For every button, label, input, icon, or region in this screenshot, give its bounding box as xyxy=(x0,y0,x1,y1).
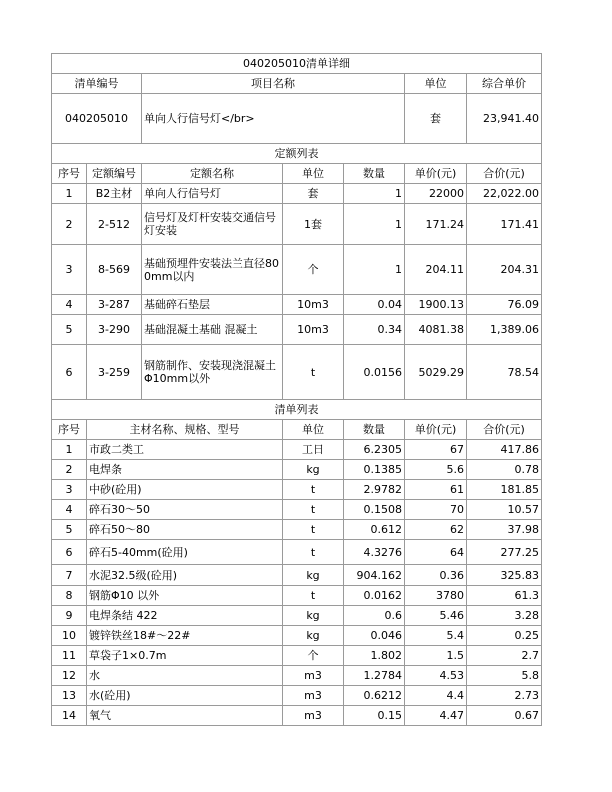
list-item-code: 040205010 xyxy=(52,94,142,144)
quota-seq: 6 xyxy=(52,345,87,400)
quota-qty: 0.04 xyxy=(344,295,405,315)
list-header-unit: 单位 xyxy=(405,74,467,94)
quota-price: 1900.13 xyxy=(405,295,467,315)
material-total: 2.73 xyxy=(467,686,542,706)
quota-name: 基础碎石垫层 xyxy=(142,295,283,315)
quota-name: 基础预埋件安装法兰直径800mm以内 xyxy=(142,245,283,295)
material-price: 5.6 xyxy=(405,460,467,480)
quota-name: 信号灯及灯杆安装交通信号灯安装 xyxy=(142,204,283,245)
quota-seq: 1 xyxy=(52,184,87,204)
material-row xyxy=(52,500,542,520)
material-total: 2.7 xyxy=(467,646,542,666)
material-header-row xyxy=(52,420,542,440)
material-name: 水泥32.5级(砼用) xyxy=(87,565,283,586)
material-price: 4.53 xyxy=(405,666,467,686)
material-section-title: 清单列表 xyxy=(52,400,542,420)
quota-code: 8-569 xyxy=(87,245,142,295)
quota-header-unit: 单位 xyxy=(283,164,344,184)
list-header-row xyxy=(52,74,542,94)
quota-unit: 10m3 xyxy=(283,295,344,315)
material-seq: 13 xyxy=(52,686,87,706)
material-header-price: 单价(元) xyxy=(405,420,467,440)
material-qty: 4.3276 xyxy=(344,540,405,565)
quota-qty: 0.34 xyxy=(344,315,405,345)
quota-header-code: 定额编号 xyxy=(87,164,142,184)
material-seq: 10 xyxy=(52,626,87,646)
material-qty: 0.6 xyxy=(344,606,405,626)
material-qty: 0.1508 xyxy=(344,500,405,520)
material-price: 0.36 xyxy=(405,565,467,586)
quota-code: 3-290 xyxy=(87,315,142,345)
quota-seq: 4 xyxy=(52,295,87,315)
quota-code: 3-287 xyxy=(87,295,142,315)
material-total: 5.8 xyxy=(467,666,542,686)
material-unit: t xyxy=(283,586,344,606)
material-price: 64 xyxy=(405,540,467,565)
material-seq: 11 xyxy=(52,646,87,666)
title-row xyxy=(52,54,542,74)
quota-unit: 10m3 xyxy=(283,315,344,345)
quota-price: 22000 xyxy=(405,184,467,204)
material-name: 镀锌铁丝18#～22# xyxy=(87,626,283,646)
quota-row xyxy=(52,204,542,245)
material-qty: 0.6212 xyxy=(344,686,405,706)
list-item-row xyxy=(52,94,542,144)
material-price: 70 xyxy=(405,500,467,520)
material-price: 4.47 xyxy=(405,706,467,726)
quota-seq: 2 xyxy=(52,204,87,245)
quota-row xyxy=(52,295,542,315)
material-unit: kg xyxy=(283,606,344,626)
material-header-qty: 数量 xyxy=(344,420,405,440)
material-seq: 5 xyxy=(52,520,87,540)
material-price: 3780 xyxy=(405,586,467,606)
material-unit: kg xyxy=(283,460,344,480)
material-header-unit: 单位 xyxy=(283,420,344,440)
material-seq: 14 xyxy=(52,706,87,726)
material-name: 电焊条结 422 xyxy=(87,606,283,626)
material-price: 5.4 xyxy=(405,626,467,646)
quota-unit: 套 xyxy=(283,184,344,204)
material-unit: t xyxy=(283,520,344,540)
quota-unit: 个 xyxy=(283,245,344,295)
quota-seq: 5 xyxy=(52,315,87,345)
quota-header-row xyxy=(52,164,542,184)
material-row xyxy=(52,520,542,540)
list-item-price: 23,941.40 xyxy=(467,94,542,144)
material-unit: 工日 xyxy=(283,440,344,460)
material-qty: 0.612 xyxy=(344,520,405,540)
list-item-name: 单向人行信号灯</br> xyxy=(142,94,405,144)
material-name: 碎石5-40mm(砼用) xyxy=(87,540,283,565)
material-seq: 2 xyxy=(52,460,87,480)
material-row xyxy=(52,686,542,706)
quota-price: 4081.38 xyxy=(405,315,467,345)
quota-total: 22,022.00 xyxy=(467,184,542,204)
material-seq: 6 xyxy=(52,540,87,565)
quota-total: 171.41 xyxy=(467,204,542,245)
material-name: 钢筋Φ10 以外 xyxy=(87,586,283,606)
material-total: 417.86 xyxy=(467,440,542,460)
material-qty: 904.162 xyxy=(344,565,405,586)
material-total: 61.3 xyxy=(467,586,542,606)
material-price: 61 xyxy=(405,480,467,500)
material-seq: 1 xyxy=(52,440,87,460)
material-section-row xyxy=(52,400,542,420)
quota-section-row xyxy=(52,144,542,164)
material-total: 325.83 xyxy=(467,565,542,586)
quota-section-title: 定额列表 xyxy=(52,144,542,164)
material-name: 水 xyxy=(87,666,283,686)
material-qty: 6.2305 xyxy=(344,440,405,460)
material-row xyxy=(52,666,542,686)
quota-code: B2主材 xyxy=(87,184,142,204)
list-item-unit: 套 xyxy=(405,94,467,144)
material-name: 市政二类工 xyxy=(87,440,283,460)
quota-qty: 1 xyxy=(344,184,405,204)
material-name: 碎石30～50 xyxy=(87,500,283,520)
material-total: 0.78 xyxy=(467,460,542,480)
detail-table xyxy=(51,53,542,726)
material-qty: 1.2784 xyxy=(344,666,405,686)
material-price: 1.5 xyxy=(405,646,467,666)
material-header-total: 合价(元) xyxy=(467,420,542,440)
material-row xyxy=(52,440,542,460)
material-unit: m3 xyxy=(283,666,344,686)
material-row xyxy=(52,480,542,500)
material-name: 草袋子1×0.7m xyxy=(87,646,283,666)
material-seq: 4 xyxy=(52,500,87,520)
material-unit: m3 xyxy=(283,686,344,706)
quota-price: 171.24 xyxy=(405,204,467,245)
quota-row xyxy=(52,315,542,345)
material-total: 277.25 xyxy=(467,540,542,565)
material-seq: 8 xyxy=(52,586,87,606)
material-qty: 0.15 xyxy=(344,706,405,726)
quota-unit: t xyxy=(283,345,344,400)
quota-header-name: 定额名称 xyxy=(142,164,283,184)
material-row xyxy=(52,586,542,606)
material-unit: t xyxy=(283,540,344,565)
material-total: 10.57 xyxy=(467,500,542,520)
material-row xyxy=(52,540,542,565)
quota-total: 1,389.06 xyxy=(467,315,542,345)
material-total: 3.28 xyxy=(467,606,542,626)
quota-row xyxy=(52,345,542,400)
material-name: 中砂(砼用) xyxy=(87,480,283,500)
quota-total: 76.09 xyxy=(467,295,542,315)
material-unit: t xyxy=(283,480,344,500)
material-header-name: 主材名称、规格、型号 xyxy=(87,420,283,440)
quota-unit: 1套 xyxy=(283,204,344,245)
material-row xyxy=(52,606,542,626)
material-row xyxy=(52,626,542,646)
material-unit: m3 xyxy=(283,706,344,726)
material-seq: 7 xyxy=(52,565,87,586)
material-row xyxy=(52,646,542,666)
quota-row xyxy=(52,184,542,204)
material-price: 67 xyxy=(405,440,467,460)
material-row xyxy=(52,706,542,726)
material-price: 5.46 xyxy=(405,606,467,626)
material-seq: 3 xyxy=(52,480,87,500)
material-unit: t xyxy=(283,500,344,520)
material-price: 4.4 xyxy=(405,686,467,706)
quota-header-total: 合价(元) xyxy=(467,164,542,184)
quota-seq: 3 xyxy=(52,245,87,295)
quota-name: 单向人行信号灯 xyxy=(142,184,283,204)
quota-name: 钢筋制作、安装现浇混凝土Φ10mm以外 xyxy=(142,345,283,400)
material-seq: 9 xyxy=(52,606,87,626)
quota-code: 3-259 xyxy=(87,345,142,400)
material-qty: 0.1385 xyxy=(344,460,405,480)
list-header-name: 项目名称 xyxy=(142,74,405,94)
material-qty: 1.802 xyxy=(344,646,405,666)
quota-total: 204.31 xyxy=(467,245,542,295)
material-price: 62 xyxy=(405,520,467,540)
material-qty: 2.9782 xyxy=(344,480,405,500)
material-unit: kg xyxy=(283,626,344,646)
material-total: 37.98 xyxy=(467,520,542,540)
material-total: 0.25 xyxy=(467,626,542,646)
material-row xyxy=(52,565,542,586)
quota-qty: 1 xyxy=(344,204,405,245)
material-qty: 0.046 xyxy=(344,626,405,646)
page-title: 040205010清单详细 xyxy=(52,54,542,74)
material-unit: 个 xyxy=(283,646,344,666)
detail-table-body xyxy=(52,54,542,726)
list-header-code: 清单编号 xyxy=(52,74,142,94)
material-name: 电焊条 xyxy=(87,460,283,480)
material-total: 0.67 xyxy=(467,706,542,726)
quota-qty: 1 xyxy=(344,245,405,295)
material-unit: kg xyxy=(283,565,344,586)
material-qty: 0.0162 xyxy=(344,586,405,606)
quota-qty: 0.0156 xyxy=(344,345,405,400)
material-name: 碎石50～80 xyxy=(87,520,283,540)
quota-header-price: 单价(元) xyxy=(405,164,467,184)
list-header-price: 综合单价 xyxy=(467,74,542,94)
material-row xyxy=(52,460,542,480)
quota-row xyxy=(52,245,542,295)
material-total: 181.85 xyxy=(467,480,542,500)
material-seq: 12 xyxy=(52,666,87,686)
quota-total: 78.54 xyxy=(467,345,542,400)
quota-code: 2-512 xyxy=(87,204,142,245)
quota-price: 204.11 xyxy=(405,245,467,295)
material-name: 氧气 xyxy=(87,706,283,726)
quota-price: 5029.29 xyxy=(405,345,467,400)
quota-header-qty: 数量 xyxy=(344,164,405,184)
material-header-seq: 序号 xyxy=(52,420,87,440)
material-name: 水(砼用) xyxy=(87,686,283,706)
quota-name: 基础混凝土基础 混凝土 xyxy=(142,315,283,345)
quota-header-seq: 序号 xyxy=(52,164,87,184)
